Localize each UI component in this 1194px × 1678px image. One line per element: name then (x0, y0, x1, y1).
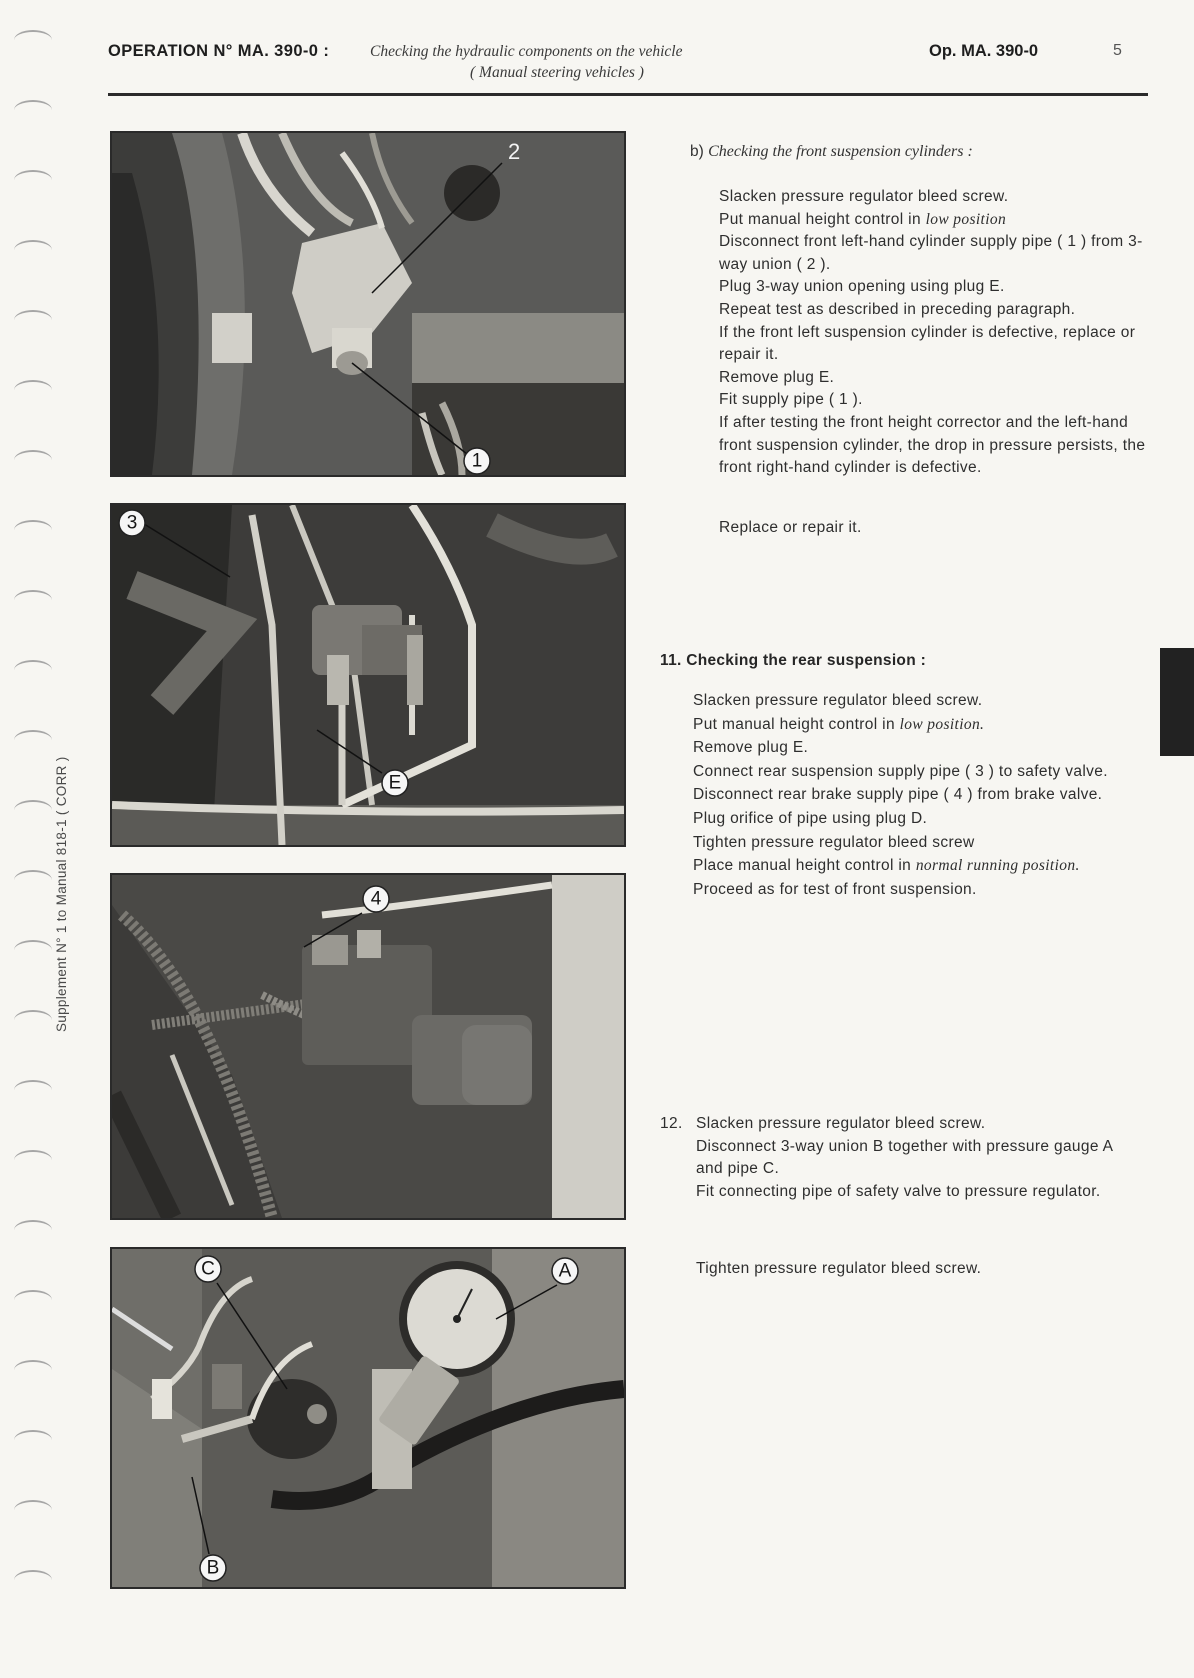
step-text: Remove plug E. (719, 368, 835, 386)
step-text-emphasis: low position. (899, 715, 985, 733)
photo-safety-valve (112, 505, 624, 845)
section-b-final (719, 517, 862, 540)
step-text: Disconnect front left-hand cylinder supply pipe ( 1 ) from 3-way union ( 2 ). (719, 233, 1143, 273)
callout-1: 1 (471, 450, 483, 472)
section-11-number: 11. (660, 652, 682, 669)
step-text-emphasis: low position (925, 210, 1007, 228)
binding-rings (0, 20, 60, 1620)
step-text: Proceed as for test of front suspension. (693, 880, 977, 898)
step-text: Repeat test as described in preceding paragraph. (719, 300, 1076, 318)
section-b-title: Checking the front suspension cylinders : (708, 143, 973, 160)
step-text-prefix: Put manual height control in (693, 715, 895, 733)
step-text: Slacken pressure regulator bleed screw. (719, 188, 1009, 205)
step-text: Plug 3-way union opening using plug E. (719, 278, 1005, 296)
step-text: Fit supply pipe ( 1 ). (719, 391, 863, 409)
section-b-heading (690, 143, 973, 161)
step-text: Slacken pressure regulator bleed screw. (696, 1115, 986, 1132)
step-text (719, 209, 1159, 232)
callout-e: E (388, 772, 402, 794)
step-text: Replace or repair it. (719, 519, 862, 536)
section-11-heading (660, 652, 926, 670)
step-text: Tighten pressure regulator bleed screw. (696, 1260, 982, 1277)
step-text: Tighten pressure regulator bleed screw (693, 833, 975, 851)
callout-4: 4 (370, 888, 382, 910)
figure-brake-valve (110, 873, 626, 1220)
figure-safety-valve (110, 503, 626, 847)
photo-brake-valve (112, 875, 624, 1218)
operation-title: Checking the hydraulic components on the vehicle (370, 43, 683, 60)
section-12-final (696, 1258, 981, 1281)
step-text: Disconnect 3-way union B together with pressure gauge A and pipe C. (696, 1137, 1113, 1178)
operation-code: Op. MA. 390-0 (929, 42, 1039, 60)
section-11-title: Checking the rear suspension : (686, 652, 927, 669)
thumb-index-tab (1160, 648, 1194, 756)
figure-pressure-gauge (110, 1247, 626, 1589)
photo-front-union (112, 133, 624, 475)
step-text-emphasis: normal running position. (915, 857, 1080, 875)
step-text: If the front left suspension cylinder is defective, replace or repair it. (719, 323, 1136, 364)
callout-c: C (201, 1258, 215, 1280)
step-text: Plug orifice of pipe using plug D. (693, 809, 928, 827)
header-rule (108, 93, 1148, 96)
page-number: 5 (1113, 42, 1122, 59)
callout-3: 3 (126, 512, 138, 534)
section-12-number: 12. (660, 1115, 683, 1132)
page-header (108, 42, 1133, 94)
step-text: Connect rear suspension supply pipe ( 3 ) to safety valve. (693, 762, 1108, 780)
figure-front-union (110, 131, 626, 477)
step-text: If after testing the front height corrector and the left-hand front suspension cylinder, the drop in pressure persists, the front right-hand cylinder is defective. (719, 413, 1146, 477)
step-text (693, 855, 1123, 878)
operation-subtitle: ( Manual steering vehicles ) (470, 64, 644, 81)
supplement-note: Supplement N° 1 to Manual 818-1 ( CORR ) (54, 756, 69, 1032)
step-text-prefix: Put manual height control in (719, 210, 921, 228)
step-text: Slacken pressure regulator bleed screw. (693, 692, 983, 709)
section-12-body (696, 1113, 1136, 1203)
operation-number: OPERATION N° MA. 390-0 : (108, 42, 330, 60)
section-b-prefix: b) (690, 143, 704, 160)
step-text (693, 714, 1123, 737)
section-b-body (719, 186, 1159, 480)
section-11-body (693, 690, 1123, 902)
step-text: Fit connecting pipe of safety valve to pressure regulator. (696, 1182, 1101, 1200)
step-text: Remove plug E. (693, 739, 809, 757)
step-text: Disconnect rear brake supply pipe ( 4 ) from brake valve. (693, 786, 1103, 804)
callout-b: B (206, 1557, 220, 1579)
callout-a: A (558, 1260, 572, 1282)
photo-pressure-gauge (112, 1249, 624, 1587)
step-text-prefix: Place manual height control in (693, 857, 912, 875)
callout-2: 2 (508, 139, 521, 164)
